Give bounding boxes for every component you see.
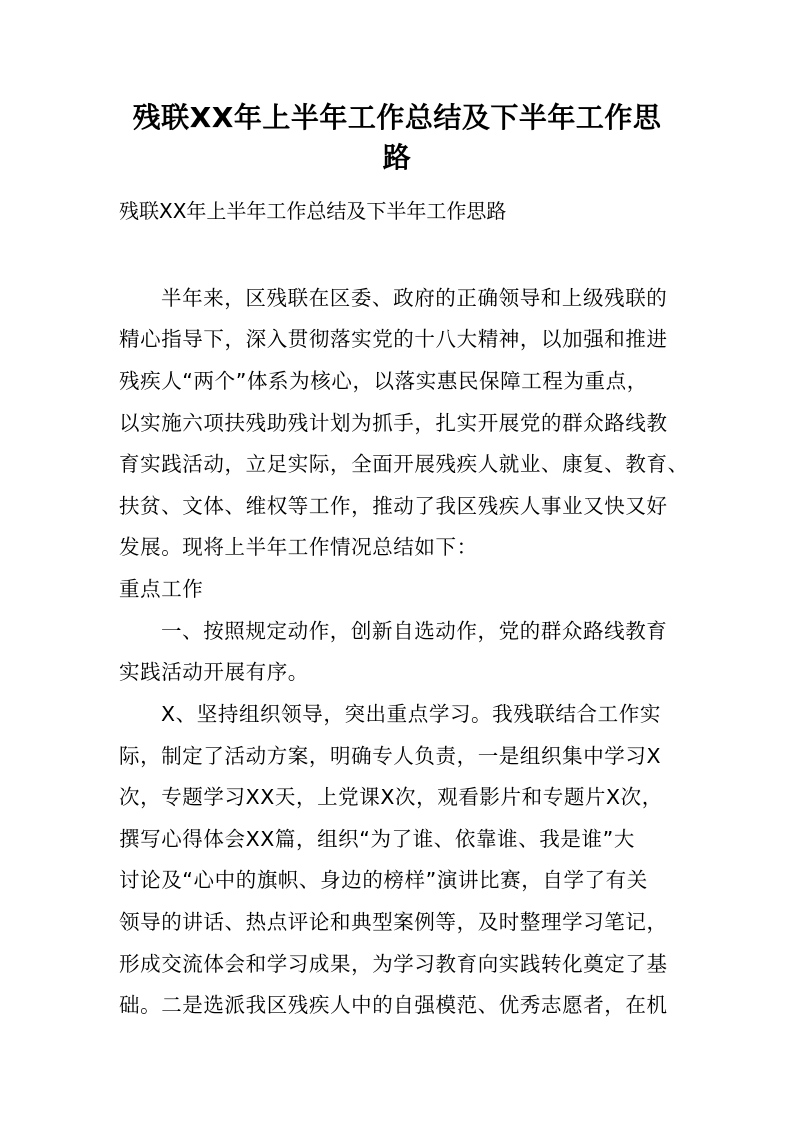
title-line-2: 路 [382, 141, 412, 174]
paragraph-line: X、坚持组织领导，突出重点学习。我残联结合工作实 [161, 702, 661, 726]
paragraph-line: 撰写心得体会XX篇，组织“为了谁、依靠谁、我是谁”大 [119, 827, 635, 851]
paragraph-line: 一、按照规定动作，创新自选动作，党的群众路线教育 [161, 619, 668, 643]
section-heading: 重点工作 [119, 577, 204, 601]
paragraph-line: 领导的讲话、热点评论和典型案例等，及时整理学习笔记， [119, 910, 668, 934]
paragraph-line: 精心指导下，深入贯彻落实党的十八大精神，以加强和推进 [119, 327, 668, 351]
paragraph-line: 残疾人“两个”体系为核心，以落实惠民保障工程为重点， [119, 369, 648, 393]
paragraph-line: 扶贫、文体、维权等工作，推动了我区残疾人事业又快又好 [119, 494, 668, 518]
paragraph-line: 半年来，区残联在区委、政府的正确领导和上级残联的 [161, 286, 668, 310]
paragraph-line: 以实施六项扶残助残计划为抓手，扎实开展党的群众路线教 [119, 411, 668, 435]
document-title [110, 98, 684, 178]
paragraph-line: 实践活动开展有序。 [119, 660, 309, 684]
paragraph-line: 次，专题学习XX天，上党课X次，观看影片和专题片X次， [119, 785, 663, 809]
document-subtitle: 残联XX年上半年工作总结及下半年工作思路 [119, 199, 507, 223]
title-line-1: 残联XX年上半年工作总结及下半年工作思 [132, 101, 662, 134]
paragraph-line: 际，制定了活动方案，明确专人负责，一是组织集中学习X [119, 744, 662, 768]
paragraph-line: 础。二是选派我区残疾人中的自强模范、优秀志愿者，在机 [119, 993, 668, 1017]
paragraph-line: 讨论及“心中的旗帜、身边的榜样”演讲比赛，自学了有关 [119, 868, 648, 892]
paragraph-line: 发展。现将上半年工作情况总结如下： [119, 535, 478, 559]
paragraph-line: 育实践活动，立足实际，全面开展残疾人就业、康复、教育、 [119, 452, 689, 476]
paragraph-line: 形成交流体会和学习成果，为学习教育向实践转化奠定了基 [119, 952, 668, 976]
